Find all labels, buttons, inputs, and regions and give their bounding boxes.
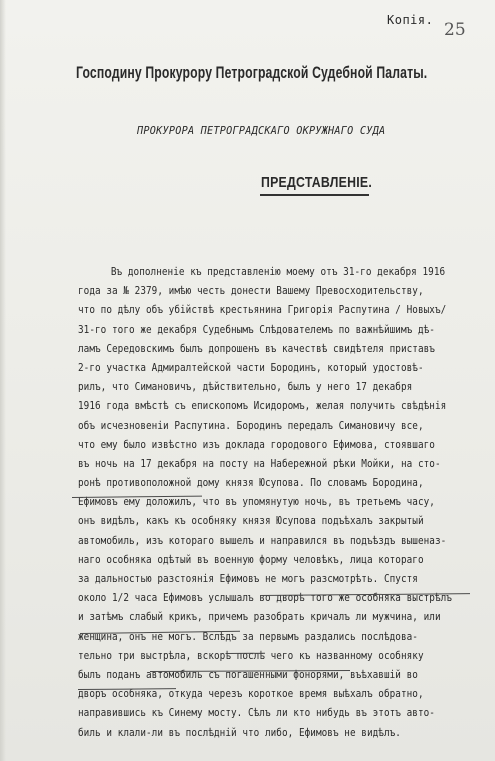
- body-line: 2-го участка Адмиралтейской части Бородинъ, который удостовѣ-: [78, 360, 424, 374]
- body-line: ламъ Середовскимъ былъ допрошенъ въ качествѣ свидѣтеля приставъ: [78, 341, 435, 355]
- body-line: тельно три выстрѣла, вскорѣ послѣ чего къ названному особняку: [78, 648, 424, 662]
- body-line: онъ видѣлъ, какъ къ особняку князя Юсупова подъѣхалъ закрытый: [78, 514, 424, 528]
- body-line: и затѣмъ слабый крикъ, причемъ разобрать кричалъ ли мужчина, или: [78, 610, 441, 624]
- title-underline: [260, 194, 369, 196]
- body-line: за дальностью разстоянія Ефимовъ не могъ разсмотрѣть. Спустя: [78, 572, 418, 585]
- document-title: ПРЕДСТАВЛЕНІЕ.: [261, 174, 372, 191]
- body-line: ронѣ противоположной дому князя Юсупова. По словамъ Бородина,: [78, 476, 424, 490]
- body-line: наго особняка одѣтый въ военную форму человѣкъ, лица котораго: [78, 552, 424, 566]
- body-line: направившись къ Синему мосту. Сѣлъ ли кто нибудь въ этотъ авто-: [78, 706, 435, 720]
- addressee-line: Господину Прокурору Петроградской Судебной Палаты.: [76, 64, 428, 82]
- body-line: что ему было извѣстно изъ доклада городового Ефимова, стоявшаго: [78, 437, 435, 451]
- body-line: рилъ, что Симановичъ, дѣйствительно, былъ у него 17 декабря: [78, 380, 413, 394]
- body-line: объ исчезновеніи Распутина. Бородинъ передалъ Симановичу все,: [78, 418, 424, 432]
- body-line: около 1/2 часа Ефимовъ услышалъ во дворѣ того же особняка выстрѣлъ: [78, 591, 452, 605]
- body-line: что по дѣлу объ убійствѣ крестьянина Григорія Распутина / Новыхъ/: [78, 303, 447, 317]
- body-line: 1916 года вмѣстѣ съ епископомъ Исидоромъ, желая получить свѣдѣнія: [78, 399, 447, 413]
- body-line: биль и клали-ли въ послѣдній что либо, Ефимовъ не видѣлъ.: [78, 725, 401, 739]
- body-line: женщина, онъ не могъ. Вслѣдъ за первымъ раздались послѣдова-: [78, 629, 418, 643]
- body-line: автомобиль, изъ котораго вышелъ и направился въ подъѣздъ вышеназ-: [78, 533, 447, 547]
- body-line: дворъ особняка, откуда черезъ короткое время выѣхалъ обратно,: [78, 687, 424, 701]
- page-number: 25: [444, 20, 466, 40]
- body-line: былъ поданъ автомобиль съ погашенными фонорями, въѣхавшій во: [78, 667, 418, 681]
- body-line: Ефимовъ ему доложилъ, что въ упомянутую ночь, въ третьемъ часу,: [78, 495, 435, 509]
- body-line: въ ночь на 17 декабря на посту на Набережной рѣки Мойки, на сто-: [78, 456, 441, 470]
- body-line: Въ дополненіе къ представленію моему отъ 31-го декабря 1916: [110, 265, 446, 278]
- sender-line: ПРОКУРОРА ПЕТРОГРАДСКАГО ОКРУЖНАГО СУДА: [137, 124, 386, 137]
- body-line: года за № 2379, имѣю честь донести Вашему Превосходительству,: [78, 284, 424, 298]
- body-line: 31-го того же декабря Судебнымъ Слѣдователемъ по важнѣйшимъ дѣ-: [78, 322, 435, 336]
- copy-mark: Копія.: [387, 13, 434, 27]
